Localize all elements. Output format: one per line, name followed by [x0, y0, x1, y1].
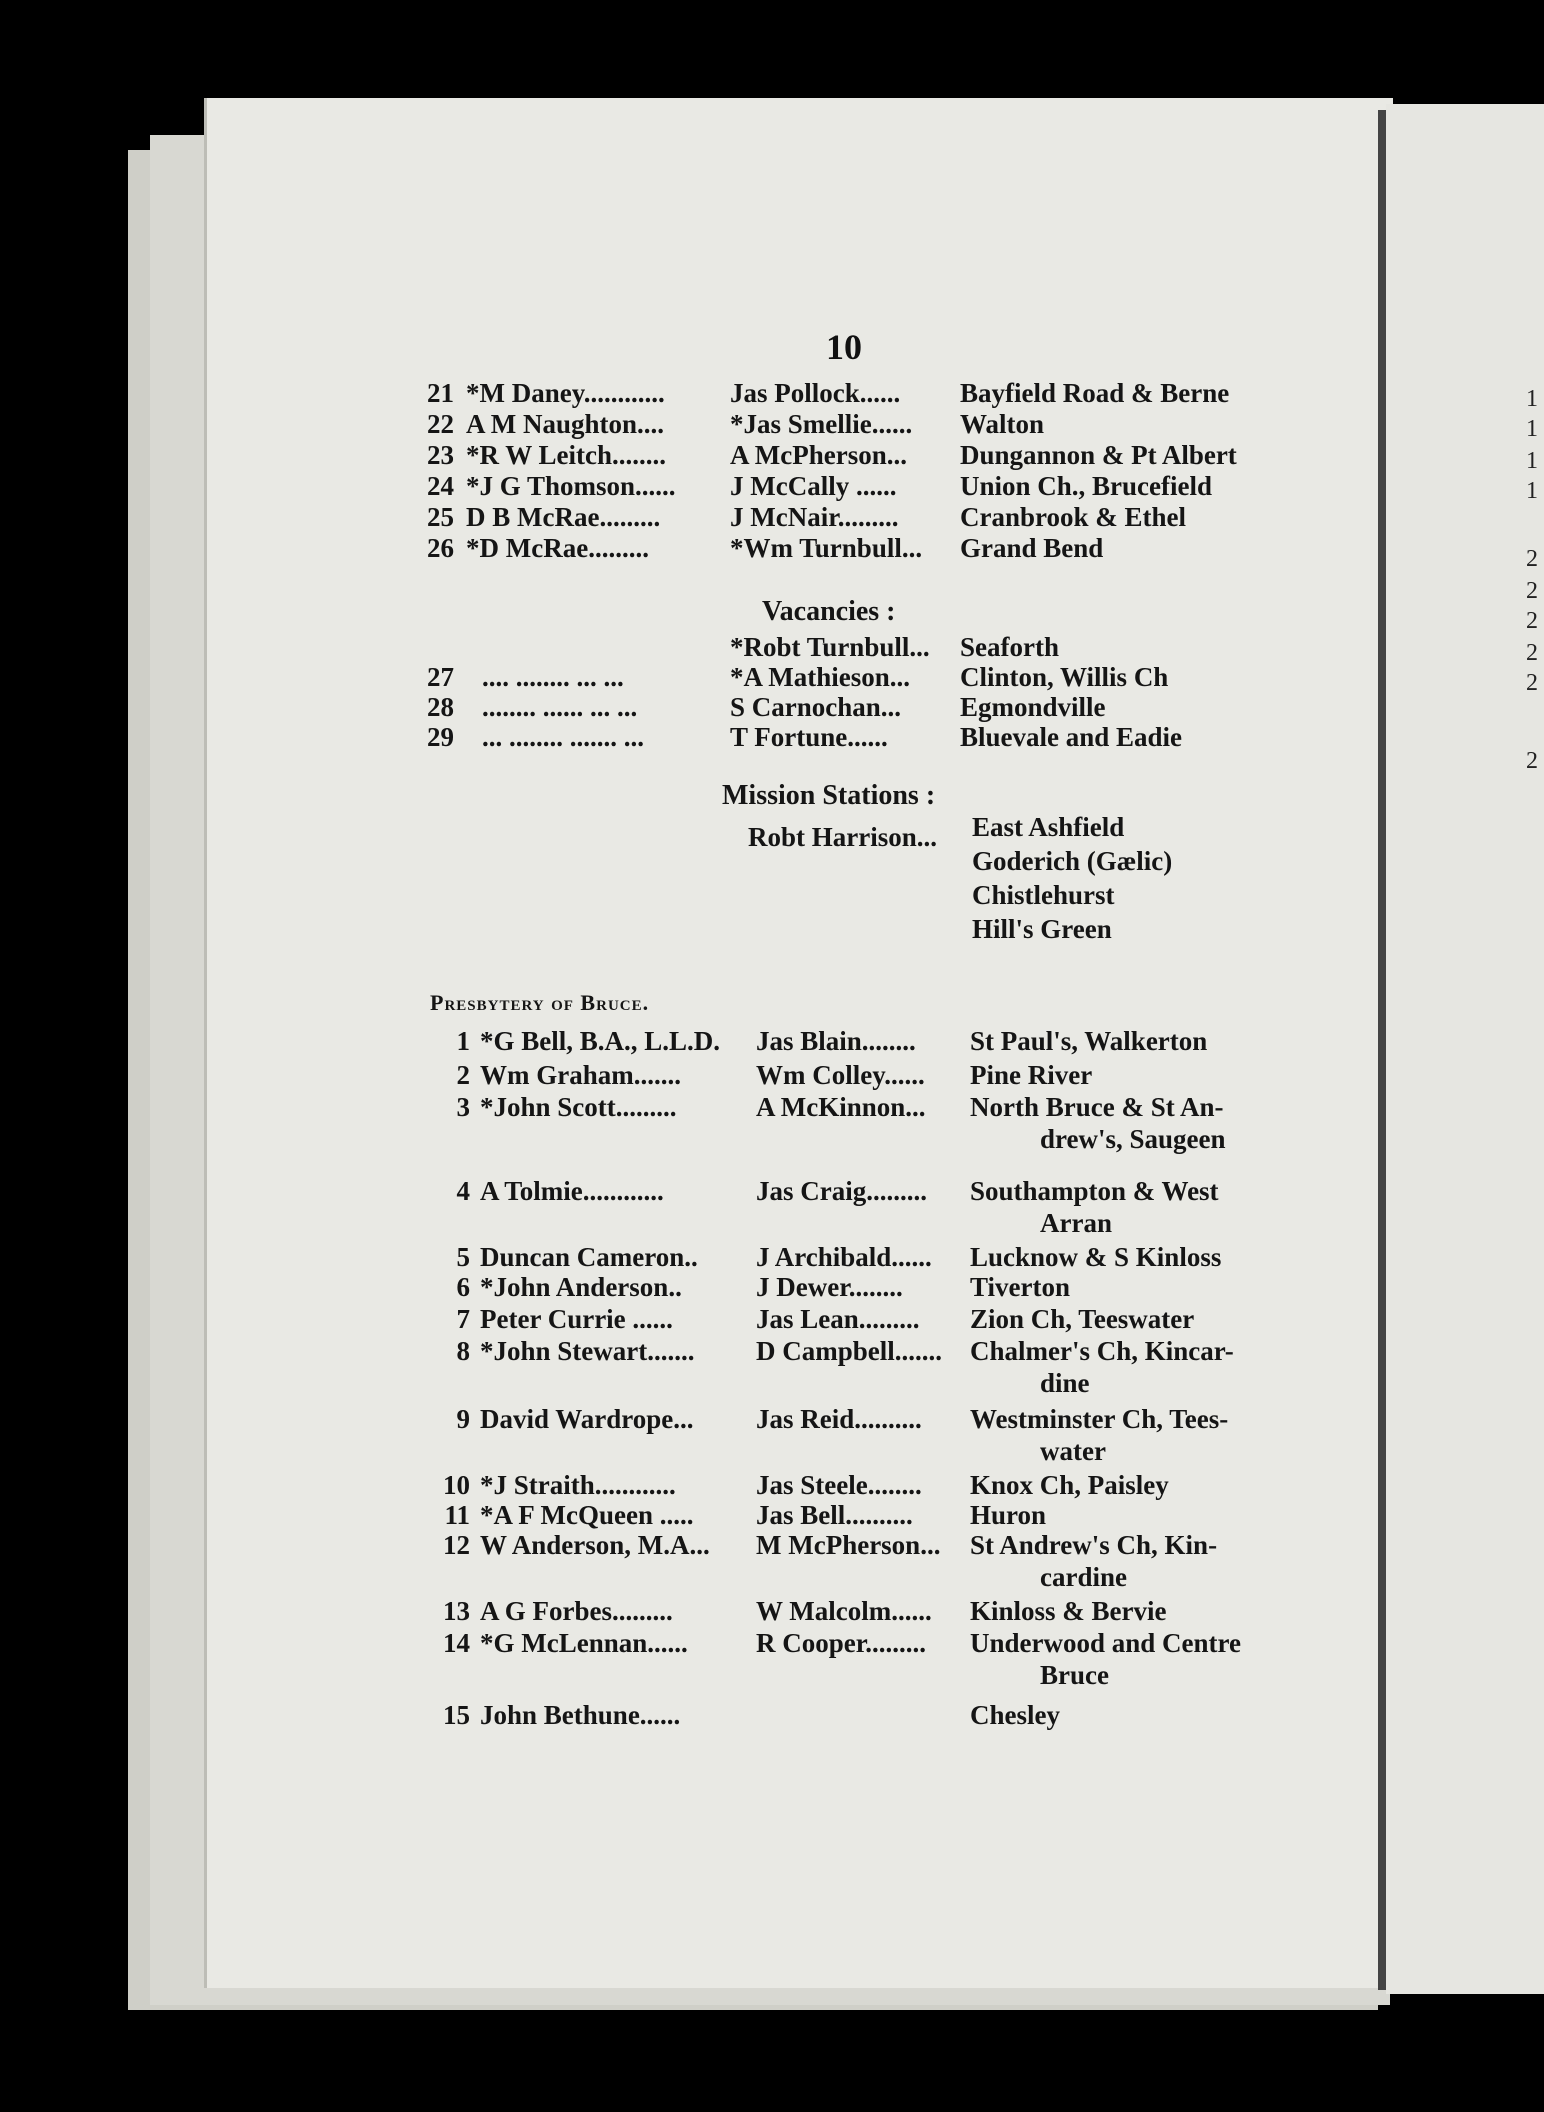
elder-name: Jas Pollock...... — [730, 378, 901, 408]
elder-name: M McPherson... — [756, 1530, 941, 1560]
entry-number: 8 — [456, 1336, 470, 1366]
charge-name: Dungannon & Pt Albert — [960, 440, 1237, 470]
charge-name: Walton — [960, 409, 1045, 439]
elder-name: Jas Lean......... — [756, 1304, 920, 1334]
elder-name: J McNair......... — [730, 502, 899, 532]
elder-name: *A Mathieson... — [730, 662, 911, 692]
elder-name: A McPherson... — [730, 440, 907, 470]
minister-name: *John Scott......... — [480, 1092, 677, 1122]
minister-name: ... ........ ....... ... — [482, 722, 644, 752]
elder-name: S Carnochan... — [730, 692, 902, 722]
entry-number: 3 — [456, 1092, 470, 1122]
elder-name: *Jas Smellie...... — [730, 409, 913, 439]
entry-number: 1 — [456, 1026, 470, 1056]
charge-name: Clinton, Willis Ch — [960, 662, 1169, 692]
entry-number: 6 — [456, 1272, 470, 1302]
minister-name: A M Naughton.... — [466, 409, 665, 439]
charge-continuation: water — [1040, 1436, 1106, 1466]
charge-continuation: dine — [1040, 1368, 1090, 1398]
minister-name: A G Forbes......... — [480, 1596, 673, 1626]
minister-name: ........ ...... ... ... — [482, 692, 638, 722]
entry-number: 5 — [456, 1242, 470, 1272]
facing-page-number: 2 — [1526, 578, 1538, 604]
charge-name: Zion Ch, Teeswater — [970, 1304, 1195, 1334]
page-number: 10 — [826, 327, 862, 367]
minister-name: *G Bell, B.A., L.L.D. — [480, 1026, 721, 1056]
elder-name: T Fortune...... — [730, 722, 888, 752]
facing-page-number: 2 — [1526, 546, 1538, 572]
elder-name: J Archibald...... — [756, 1242, 932, 1272]
charge-continuation: drew's, Saugeen — [1040, 1124, 1226, 1154]
elder-name: D Campbell....... — [756, 1336, 943, 1366]
minister-name: *G McLennan...... — [480, 1628, 688, 1658]
entry-number: 22 — [427, 409, 454, 439]
minister-name: .... ........ ... ... — [482, 662, 624, 692]
minister-name: John Bethune...... — [480, 1700, 681, 1730]
elder-name: J McCally ...... — [730, 471, 897, 501]
charge-name: Huron — [970, 1500, 1047, 1530]
minister-name: *J Straith............ — [480, 1470, 676, 1500]
entry-number: 28 — [427, 692, 454, 722]
minister-name: *John Anderson.. — [480, 1272, 682, 1302]
elder-name: R Cooper......... — [756, 1628, 927, 1658]
charge-name: Underwood and Centre — [970, 1628, 1242, 1658]
mission-elder: Robt Harrison... — [748, 822, 937, 852]
entry-number: 2 — [456, 1060, 470, 1090]
charge-continuation: Bruce — [1040, 1660, 1109, 1690]
mission-station: Chistlehurst — [972, 880, 1115, 910]
charge-continuation: cardine — [1040, 1562, 1127, 1592]
charge-name: Pine River — [970, 1060, 1093, 1090]
elder-name: J Dewer........ — [756, 1272, 903, 1302]
facing-page-number: 2 — [1526, 640, 1538, 666]
facing-page-number: 2 — [1526, 608, 1538, 634]
elder-name: Wm Colley...... — [756, 1060, 925, 1090]
entry-number: 4 — [456, 1176, 470, 1206]
entry-number: 15 — [443, 1700, 470, 1730]
minister-name: Peter Currie ...... — [480, 1304, 673, 1334]
elder-name: W Malcolm...... — [756, 1596, 932, 1626]
minister-name: *R W Leitch........ — [466, 440, 667, 470]
entry-number: 25 — [427, 502, 454, 532]
minister-name: *John Stewart....... — [480, 1336, 695, 1366]
minister-name: D B McRae......... — [466, 502, 661, 532]
facing-page-number: 1 — [1526, 416, 1538, 442]
minister-name: David Wardrope... — [480, 1404, 694, 1434]
entry-number: 12 — [443, 1530, 470, 1560]
elder-name: A McKinnon... — [756, 1092, 926, 1122]
minister-name: Duncan Cameron.. — [480, 1242, 698, 1272]
facing-page — [1386, 104, 1544, 1994]
entry-number: 13 — [443, 1596, 470, 1626]
entry-number: 14 — [443, 1628, 470, 1658]
facing-page-number: 1 — [1526, 478, 1538, 504]
minister-name: *M Daney............ — [466, 378, 665, 408]
charge-name: Tiverton — [970, 1272, 1070, 1302]
charge-name: Kinloss & Bervie — [970, 1596, 1167, 1626]
vacancies-heading: Vacancies : — [762, 596, 896, 627]
minister-name: *A F McQueen ..... — [480, 1500, 694, 1530]
entry-number: 10 — [443, 1470, 470, 1500]
entry-number: 21 — [427, 378, 454, 408]
charge-name: St Andrew's Ch, Kin- — [970, 1530, 1218, 1560]
elder-name: Jas Steele........ — [756, 1470, 922, 1500]
charge-name: Knox Ch, Paisley — [970, 1470, 1169, 1500]
mission-station: Goderich (Gælic) — [972, 846, 1173, 876]
minister-name: Wm Graham....... — [480, 1060, 681, 1090]
charge-name: North Bruce & St An- — [970, 1092, 1224, 1122]
elder-name: Jas Bell.......... — [756, 1500, 913, 1530]
entry-number: 23 — [427, 440, 454, 470]
charge-name: Seaforth — [960, 632, 1059, 662]
charge-name: Cranbrook & Ethel — [960, 502, 1187, 532]
mission-stations-heading: Mission Stations : — [722, 780, 936, 811]
entry-number: 24 — [427, 471, 454, 501]
book-gutter — [1378, 110, 1386, 1990]
charge-name: Westminster Ch, Tees- — [970, 1404, 1229, 1434]
minister-name: A Tolmie............ — [480, 1176, 664, 1206]
charge-name: Chesley — [970, 1700, 1060, 1730]
mission-station: Hill's Green — [972, 914, 1112, 944]
charge-name: Union Ch., Brucefield — [960, 471, 1213, 501]
elder-name: Jas Reid.......... — [756, 1404, 922, 1434]
charge-name: Egmondville — [960, 692, 1106, 722]
elder-name: Jas Blain........ — [756, 1026, 916, 1056]
charge-name: St Paul's, Walkerton — [970, 1026, 1208, 1056]
charge-name: Bayfield Road & Berne — [960, 378, 1230, 408]
mission-station: East Ashfield — [972, 812, 1125, 842]
minister-name: *J G Thomson...... — [466, 471, 676, 501]
presbytery-heading: Presbytery of Bruce. — [430, 990, 650, 1015]
minister-name: W Anderson, M.A... — [480, 1530, 710, 1560]
entry-number: 27 — [427, 662, 454, 692]
charge-continuation: Arran — [1040, 1208, 1112, 1238]
entry-number: 29 — [427, 722, 454, 752]
charge-name: Chalmer's Ch, Kincar- — [970, 1336, 1234, 1366]
elder-name: Jas Craig......... — [756, 1176, 927, 1206]
charge-name: Grand Bend — [960, 533, 1104, 563]
entry-number: 26 — [427, 533, 454, 563]
entry-number: 9 — [456, 1404, 470, 1434]
charge-name: Bluevale and Eadie — [960, 722, 1183, 752]
facing-page-number: 2 — [1526, 670, 1538, 696]
charge-name: Lucknow & S Kinloss — [970, 1242, 1222, 1272]
elder-name: *Robt Turnbull... — [730, 632, 930, 662]
entry-number: 11 — [444, 1500, 470, 1530]
entry-number: 7 — [456, 1304, 470, 1334]
facing-page-number: 1 — [1526, 448, 1538, 474]
charge-name: Southampton & West — [970, 1176, 1219, 1206]
minister-name: *D McRae......... — [466, 533, 649, 563]
elder-name: *Wm Turnbull... — [730, 533, 923, 563]
facing-page-number: 2 — [1526, 748, 1538, 774]
facing-page-number: 1 — [1526, 386, 1538, 412]
